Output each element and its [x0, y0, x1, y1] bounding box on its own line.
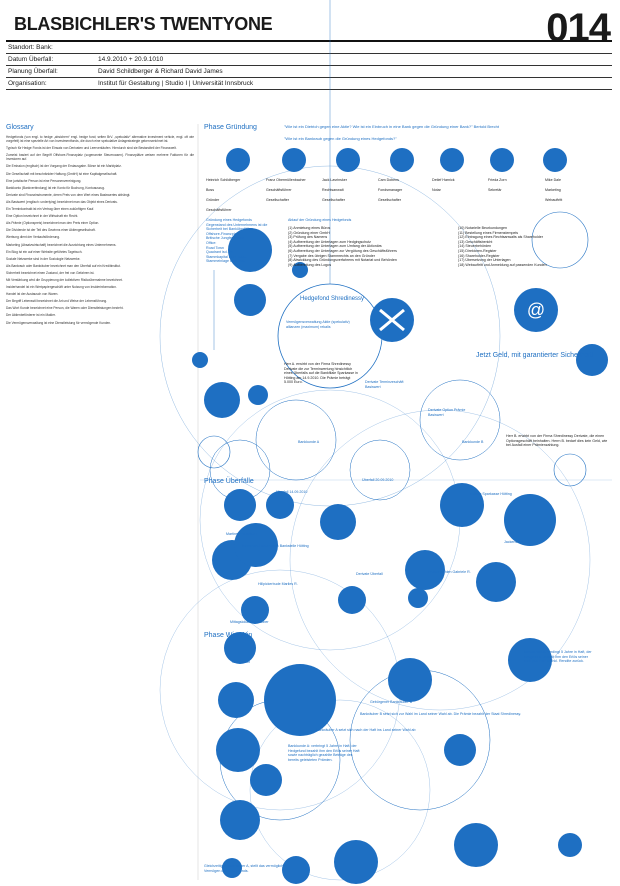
list-item: Stammkapital Euro 1000,–	[206, 254, 249, 259]
list-item: (1) Anmietung eines Büros	[288, 226, 331, 230]
diagram-label: Jackenstich	[504, 540, 523, 544]
glossary-entry: Soziale Netzwerke sind in der Soziologie Netzwerke.	[6, 256, 81, 261]
glossary-entry: Die Gesellschaft mit beschränkter Haftung (GmbH) ist eine Kapitalgesellschaft.	[6, 171, 118, 176]
person-avatar	[440, 148, 464, 172]
list-item: (14) Steuerbehörden	[458, 244, 492, 249]
person-role: Notar	[432, 188, 441, 192]
glossary-entry: Sicherheit bezeichnet einen Zustand, der frei von Gefahren ist.	[6, 270, 95, 275]
diagram-label: Gleichzeitiger Bankräuber A, stellt das vermögliche Vermögen des Hedgefonds.	[204, 864, 286, 873]
list-item: (11) Bestellung eines Firmenstempels	[458, 230, 519, 235]
person-role: Gesellschafter	[378, 198, 401, 202]
list-item: (16) Shareholder-Register	[458, 253, 500, 258]
meta-key: Organisation:	[8, 80, 47, 87]
glossary-entry: Die Emission (englisch) ist der Vorgang der Erstausgabe. Börse ist ein Marktplatz.	[6, 164, 122, 169]
diagram-label: Bankkunde A: verdingt 5 Jahre in Haft, der Hedgefund bezahlt ihm den Erlös seiner Haft plus Prämie inkl. Rendite zurück.	[524, 650, 592, 664]
glossary-entry: Hedgefonds (von engl. to hedge „absichern“ engl. hedge fund; selten BrV. „spekulativ“ alternative investment vehicle, engl. oft wie vorgefeit) ist eine spezielle Art von Investmentfonds, die durch eine spekulative Anlagestrategie gekennzeichnet ist.	[6, 135, 194, 144]
glossary-entry: Mit Verstärkung wird die Gruppierung der kollektiven Risikoübernahme bezeichnet.	[6, 277, 123, 282]
story-right: Herr B. erwirbt von der Firma Shredinessy Derivate, die einen Optionsgeschäft beinhalten. Herrn B. bedarf dies kein Geld, wie bei Ausfall einer Prämienzahlung.	[506, 434, 608, 448]
glossary-entry: Ein Terminkontrakt ist ein Vertrag über einen zukünftigen Kauf.	[6, 207, 95, 212]
meta-value: David Schildberger & Richard David James	[98, 68, 223, 75]
person-role: Boss	[206, 188, 214, 192]
list-item: (13) Geschäftsbericht	[458, 239, 493, 244]
person-name: Jack Lavrinsker	[322, 178, 347, 182]
list-item: Stammeinlage Euro 500,–	[206, 259, 248, 264]
glossary-entry: Handel ist der Austausch von Waren.	[6, 292, 59, 297]
diagram-label: Überfall 14.09.2010	[276, 490, 308, 494]
glossary-entry: Die Dividende ist der Teil des Gewinns einer Aktiengesellschaft.	[6, 228, 96, 233]
person-avatar	[543, 148, 567, 172]
glossary-entry: Derivate sind Finanzinstrumente, deren Preis von dem Wert eines Basiswertes abhängt.	[6, 192, 131, 197]
glossary-entry: Das Wort Kunde bezeichnet eine Person, die Waren oder Dienstleistungen bezieht.	[6, 306, 124, 311]
list-item: (2) Gründung einer GmbH	[288, 230, 330, 235]
list-item: (6) Aufbereitung der Unterlagen zur Vergütung des Geschäftsführers	[288, 248, 397, 253]
diagram-label: Bankkunde A: verbringt 5 Jahre in Haft, der Hedgefund bezahlt ihm den Erlös seiner Haft sowie nachträglich gezahlte Beträge des bereits geleisteten Prämien.	[288, 744, 360, 762]
person-role: Gesellschafter	[322, 198, 345, 202]
list-item: (17) Übersetzung der Unterlagen	[458, 258, 511, 263]
diagram-label: Jacktsoholt	[232, 660, 250, 664]
glossary-entry: Der Aktienbeförderer ist ein Makler.	[6, 313, 56, 318]
person-name: Heinrich Schildberger	[206, 178, 241, 182]
person-role: Geschäftsführer	[266, 188, 292, 192]
list-item: Quadrant lsd. 24	[206, 250, 233, 255]
glossary-entry: Der Begriff Lebensstil bezeichnet die Art und Weise der Lebensführung.	[6, 299, 108, 304]
person-avatar	[282, 148, 306, 172]
steps-title: Ablauf der Gründung eines Hedgefonds	[288, 218, 352, 222]
hedgefond-label: Hedgefond Shredinessy	[300, 296, 365, 302]
glossary-entry: Werbung dient der Verkaufsförderung.	[6, 235, 60, 240]
founding-details	[206, 218, 276, 264]
person-role: Gesellschafter	[266, 198, 289, 202]
diagram-label: Bankkunde A	[298, 440, 320, 444]
person-avatar	[226, 148, 250, 172]
phase-gruendung-title: Phase Gründung	[204, 124, 257, 131]
person-role: Geschäftsführer	[206, 208, 232, 212]
issue-number: 014	[546, 6, 610, 50]
person-avatar	[336, 148, 360, 172]
person-role: Marketing	[545, 188, 561, 192]
diagram-label: Derivate Option Prämie Basiswert	[428, 408, 466, 417]
diagram-label: Bankkunde B	[462, 440, 484, 444]
story-left: Herr A. erwirbt von der Firma Shredinessy Derivate die zur Terminwertung hinsichtlich eines Überfalls auf die Bankfilale Sparkasse in Hötting am 14.9.2010. Die Prämie beträgt 5.000 Euro.	[284, 362, 358, 385]
diagram-label: Derivate Überfall	[356, 572, 383, 576]
meta-key: Planung Überfall:	[8, 68, 58, 75]
list-item: Gegenstand des Unternehmens ist die Sicherheit bei Bankūberfällen	[206, 222, 268, 232]
glossary-entry: Die Vermögensverwaltung ist eine Dienstleistung für vermögende Kunden.	[6, 320, 112, 325]
list-item: Office:	[206, 240, 217, 245]
phase-ueberfaelle-title: Phase Überfälle	[204, 478, 254, 485]
diagram-label: Bankräuber A setzt sich nach der Haft ins Land seiner Wahl ab	[316, 728, 416, 732]
glossary-entry: Zumeist basiert auf der Begriff Offshore-Finanzplatz (sogenannte Steueroasen). Finanzplätze weisen mehrere Faktoren für die Investoren auf.	[6, 153, 194, 162]
diagram-label: Hötting Sparkasse Hötting	[470, 492, 512, 496]
glossary-title: Glossary	[6, 124, 34, 131]
glossary-entry: Als Basiswert (englisch: underlying) bezeichnet man das Objekt eines Derivats.	[6, 199, 118, 204]
glossary-entry: Bankkonto (Bankverbindung) ist ein Konto für Buchung, Kontoauszug.	[6, 185, 105, 190]
globe-icon	[454, 823, 498, 867]
list-item: (9) Aufbereitung des Logos	[288, 262, 332, 267]
diagram-label: Derivate Terminzeschäft Basiswert	[365, 380, 404, 389]
diagram-label: Bankräuber B setzt sich zur Wahl im Land seiner Wahl ab. Die Prämie bezahlt der Staat Shredinessy.	[360, 712, 522, 716]
page-title: BLASBICHLER'S TWENTYONE	[14, 14, 273, 34]
person-name: Franz Obermüllenbacher	[266, 178, 306, 182]
list-item: (10) Notarielle Beurkundungen	[458, 226, 507, 230]
steps-list-a	[288, 226, 448, 267]
money-icon	[504, 494, 556, 546]
list-item: (7) Vergabe des übrigen Stammrechts an den Gründer	[288, 253, 375, 258]
quote-2: "Wie ist ein Bankraub gegen die Gründung eines Hedgefonds?"	[284, 136, 397, 141]
person-role: Webauftritt	[545, 198, 563, 202]
person-avatar	[390, 148, 414, 172]
person-role: Sekretär	[488, 188, 502, 192]
glossary-entry: Als Bankraub oder Bankräuber bezeichnet man den Überfall auf ein Kreditinstitut.	[6, 263, 121, 268]
person-role: Gründer	[206, 198, 220, 202]
diagram-label: Mittagslokal Bankräuber	[230, 620, 269, 624]
list-item: (18) Webauftritt und Anmeldung auf passenden Kunden	[458, 262, 547, 267]
list-item: (15) Direktoren-Register	[458, 248, 497, 253]
diagram-label: Martinsturm Anton D.	[226, 532, 260, 536]
list-item: (12) Eintragung eines Rechtsanwalts als Shareholder	[458, 235, 543, 240]
glossary-entry: Marketing (Absatzwirtschaft) bezeichnet die Ausrichtung eines Unternehmens.	[6, 242, 117, 247]
steps-list-b	[458, 226, 608, 267]
vermoegen-label: Vermögensverwaltung Aktie (spekulativ) allianzen (maximum) rekalis	[286, 320, 350, 329]
person-name: Frieda Zorn	[488, 178, 507, 182]
slogan: Jetzt Geld, mit garantierter Sicherheit!	[476, 352, 594, 359]
meta-key: Datum Überfall:	[8, 56, 54, 63]
phase-winwin-title: Phase Win-Win	[204, 632, 253, 639]
glossary-entry: Insiderhandel ist ein Wertpapiergeschäft unter Nutzung von Insiderinformation.	[6, 285, 117, 290]
person-name: Mike Dale	[545, 178, 561, 182]
svg-text:@: @	[526, 300, 546, 320]
person-avatar	[490, 148, 514, 172]
meta-value: Institut für Gestaltung | Studio I | Universität Innsbruck	[98, 80, 254, 87]
glossary-entry: Als Prämie (Optionspreis) bezeichnet man den Preis einer Option.	[6, 221, 100, 226]
list-item: (5) Aufbereitung der Unterlagen zum Umfang der Aktionärs	[288, 244, 382, 249]
diagram-label: Gebürgener Bankräuber B	[370, 700, 413, 704]
diagram-label: Raiffeisen-Landesbank Bankstelle Hötting	[242, 544, 309, 548]
list-item: (8) Abwicklung des Gründungsverfahrens mit Notariat und Behörden	[288, 258, 397, 263]
glossary-entry: Eine Option bezeichnet in der Wirtschaft ein Recht.	[6, 214, 79, 219]
glossary-entry: Typisch für Hedge Fonds ist der Einsatz von Derivaten und Leerverkäufen. Hierdurch sind sie Bestandteil der Finanzwelt.	[6, 146, 177, 151]
glossary-entry: Eine juristische Person ist eine Personenvereinigung.	[6, 178, 82, 183]
diagram-label: Wunschzahlen Gabriele R.	[428, 570, 471, 574]
list-item: Gründung eines Hedgefonds	[206, 218, 252, 222]
list-item: (4) Aufbereitung der Unterlagen zum Hedgingschutz	[288, 239, 371, 244]
person-role: Rechtsanwalt	[322, 188, 344, 192]
quote-1: "Wie ist ein Dietrich gegen eine Aktie? Wie ist ein Einbruch in eine Bank gegen die Gründung einer Bank?" Bertold Brecht	[284, 124, 499, 129]
list-item: Britische Jungferninseln	[206, 236, 245, 241]
meta-key: Standort: Bank:	[8, 44, 53, 51]
list-item: Offshore-Finanzplatz	[206, 231, 240, 236]
fingerprint-icon	[204, 382, 240, 418]
glossary-entry: Ein Blog ist ein auf einer Website geführtes Tagebuch.	[6, 249, 83, 254]
diagram-label: Überfall 20.09.2010	[362, 478, 394, 482]
diagram-label: Hillpickerbude Marlies R.	[258, 582, 298, 586]
person-role: Fondsmanager	[378, 188, 403, 192]
person-name: Detlef Harnick	[432, 178, 455, 182]
meta-value: 14.9.2010 + 20.9.1010	[98, 56, 164, 63]
person-name: Cam Dobens	[378, 178, 399, 182]
list-item: Road Town	[206, 245, 224, 250]
list-item: (3) Prüfung des Namens	[288, 235, 328, 240]
